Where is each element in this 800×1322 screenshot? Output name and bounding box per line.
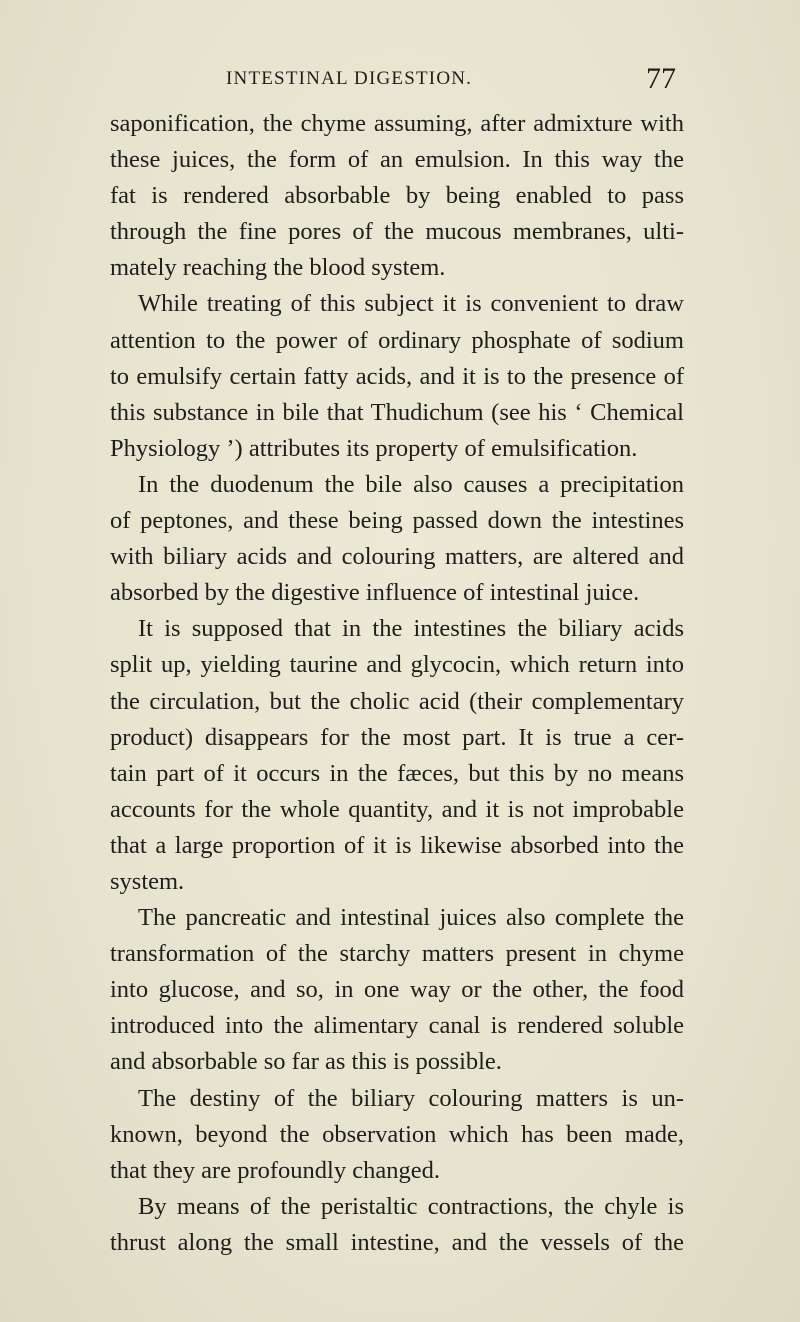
text-line: split up, yielding taurine and glycocin, which return into: [110, 651, 684, 679]
text-line: By means of the peristaltic contractions, the chyle is: [138, 1192, 684, 1220]
text-line: thrust along the small intestine, and the vessels of the: [110, 1228, 684, 1256]
text-line: The pancreatic and intestinal juices also complete the: [138, 904, 684, 932]
text-line: this substance in bile that Thudichum (see his ‘ Chemical: [110, 398, 684, 426]
text-line: that a large proportion of it is likewise absorbed into the: [110, 831, 684, 859]
text-line: saponification, the chyme assuming, after admixture with: [110, 110, 684, 137]
text-line: and absorbable so far as this is possible.: [110, 1048, 502, 1076]
text-line: absorbed by the digestive influence of intestinal juice.: [110, 579, 640, 607]
text-line: to emulsify certain fatty acids, and it is to the presence of: [110, 362, 684, 390]
running-title: INTESTINAL DIGESTION.: [226, 68, 473, 89]
text-line: with biliary acids and colouring matters, are altered and: [110, 543, 684, 571]
text-line: tain part of it occurs in the fæces, but this by no means: [110, 759, 684, 787]
text-line: The destiny of the biliary colouring matters is un-: [138, 1084, 684, 1112]
text-line: that they are profoundly changed.: [110, 1156, 440, 1184]
text-line: known, beyond the observation which has been made,: [110, 1120, 684, 1148]
text-line: introduced into the alimentary canal is rendered soluble: [110, 1012, 684, 1040]
text-line: of peptones, and these being passed down the intestines: [110, 507, 684, 535]
text-line: system.: [110, 867, 185, 895]
text-line: While treating of this subject it is convenient to draw: [138, 290, 684, 318]
text-line: transformation of the starchy matters present in chyme: [110, 940, 684, 968]
page-header: [0, 62, 800, 102]
body-text: [110, 106, 684, 1261]
text-line: In the duodenum the bile also causes a precipitation: [138, 470, 684, 498]
text-line: Physiology ’) attributes its property of emulsification.: [110, 434, 638, 462]
text-line: through the fine pores of the mucous membranes, ulti-: [110, 218, 684, 246]
text-line: the circulation, but the cholic acid (their complementary: [110, 687, 684, 715]
page-number: 77: [646, 62, 676, 95]
text-line: these juices, the form of an emulsion. In this way the: [110, 146, 684, 174]
text-line: mately reaching the blood system.: [110, 254, 446, 282]
text-line: fat is rendered absorbable by being enabled to pass: [110, 182, 684, 210]
text-line: accounts for the whole quantity, and it is not improbable: [110, 795, 684, 823]
text-line: into glucose, and so, in one way or the other, the food: [110, 976, 684, 1004]
text-line: It is supposed that in the intestines the biliary acids: [138, 615, 684, 643]
text-line: product) disappears for the most part. It is true a cer-: [110, 723, 684, 751]
text-line: attention to the power of ordinary phosphate of sodium: [110, 326, 684, 354]
